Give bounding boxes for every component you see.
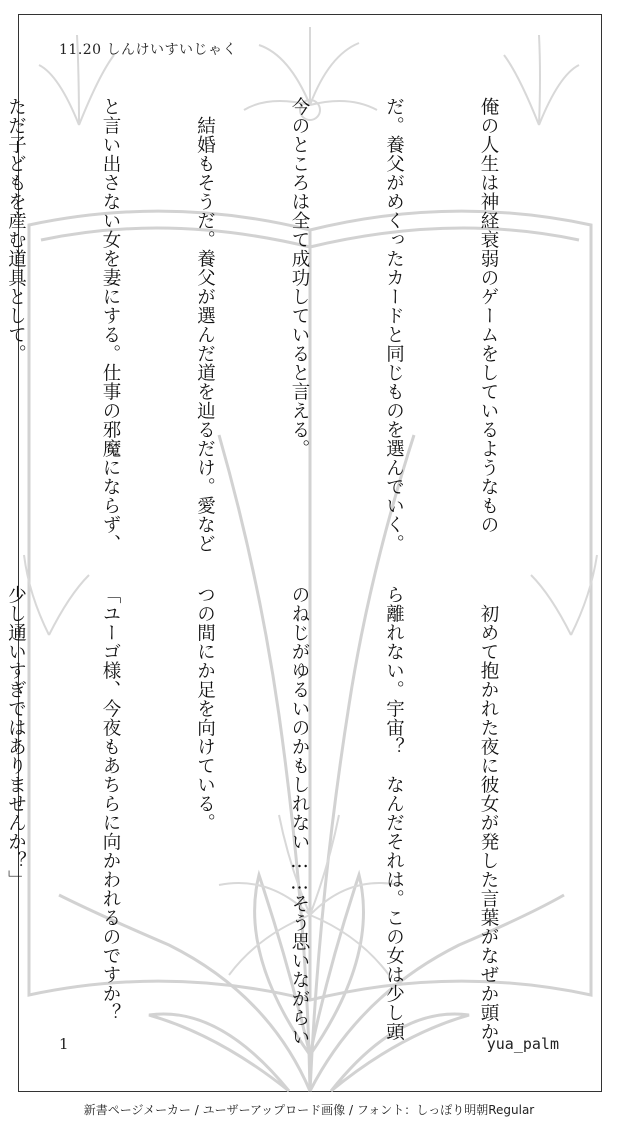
text-line: 今のところは全て成功していると言える。 — [289, 97, 310, 458]
text-line: 「ユーゴ様、今夜もあちらに向かわれるのですか？ — [100, 585, 121, 1022]
text-line: 結婚もそうだ。養父が選んだ道を辿るだけ。愛など — [194, 97, 216, 553]
text-line: 初めて抱かれた夜に彼女が発した言葉がなぜか頭か — [478, 585, 499, 1041]
text-line: と言い出さない女を妻にする。仕事の邪魔にならず、 — [100, 97, 121, 553]
text-line: だ。養父がめくったカードと同じものを選んでいく。 — [383, 97, 405, 553]
text-line: つの間にか足を向けている。 — [194, 585, 216, 832]
text-line: ただ子どもを産む道具として。 — [5, 97, 27, 363]
page-card — [5, 14, 602, 1092]
body-text-top — [5, 97, 567, 553]
page-number: 1 — [59, 1035, 69, 1053]
text-line: 俺の人生は神経衰弱のゲームをしているようなもの — [478, 97, 499, 534]
text-line: 少し通いすぎではありませんか？」 — [5, 585, 27, 889]
page-title: 11.20 しんけいすいじゃく — [59, 42, 238, 58]
body-text-bottom — [5, 585, 567, 1049]
text-line: ら離れない。宇宙？ なんだそれは。この女は少し頭 — [383, 585, 405, 1041]
text-line: のねじがゆるいのかもしれない……そう思いながらい — [289, 585, 310, 1046]
footer-credit: 新書ページメーカー / ユーザーアップロード画像 / フォント：しっぽり明朝Regular — [83, 1103, 535, 1117]
author-handle: yua_palm — [486, 1035, 559, 1053]
